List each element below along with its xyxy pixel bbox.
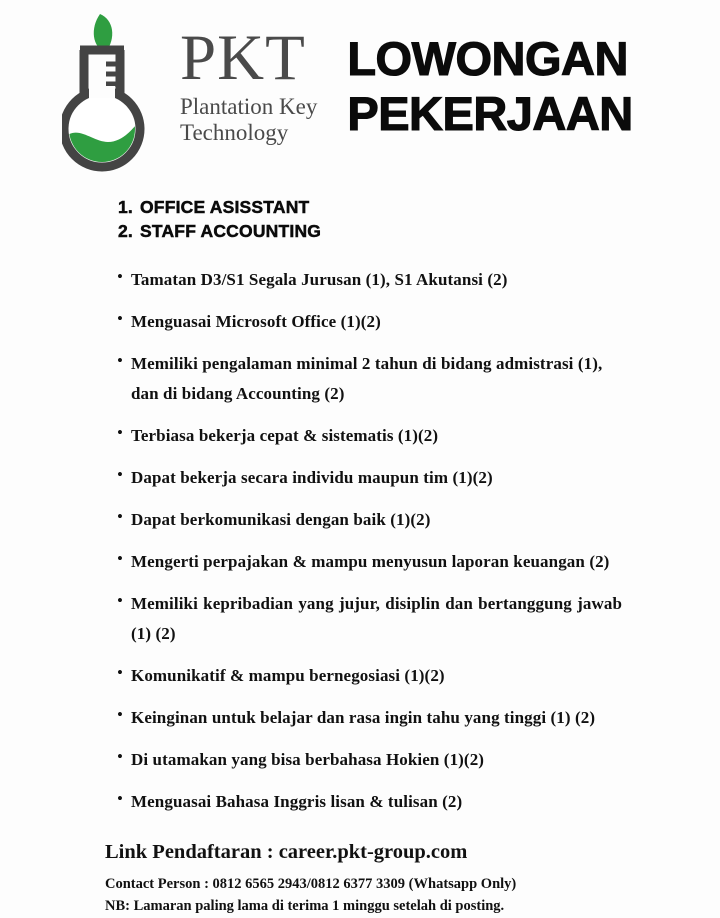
list-item xyxy=(117,421,622,451)
requirement-text: Memiliki pengalaman minimal 2 tahun di bidang admistrasi (1), dan di bidang Accounting (2) xyxy=(131,354,603,404)
list-item xyxy=(117,349,622,409)
positions-list xyxy=(118,195,720,243)
requirement-text: Keinginan untuk belajar dan rasa ingin tahu yang tinggi (1) (2) xyxy=(131,708,596,728)
list-item xyxy=(117,547,622,577)
requirement-text: Memiliki kepribadian yang jujur, disiplin dan bertanggung jawab (1) (2) xyxy=(131,594,622,644)
bullet-icon: • xyxy=(117,309,123,329)
brand-tagline-line1: Plantation Key xyxy=(180,93,318,119)
bullet-icon: • xyxy=(117,705,123,725)
poster-footer xyxy=(105,839,645,918)
position-item-2 xyxy=(118,219,720,243)
requirement-text: Dapat bekerja secara individu maupun tim (1)(2) xyxy=(131,468,493,488)
requirement-text: Menguasai Bahasa Inggris lisan & tulisan (2) xyxy=(131,792,463,812)
requirement-text: Mengerti perpajakan & mampu menyusun laporan keuangan (2) xyxy=(131,552,610,572)
bullet-icon: • xyxy=(117,423,123,443)
list-item xyxy=(117,265,622,295)
bullet-icon: • xyxy=(117,549,123,569)
brand-tagline xyxy=(180,94,317,146)
requirements-list xyxy=(117,265,622,817)
list-item xyxy=(117,703,622,733)
requirement-text: Dapat berkomunikasi dengan baik (1)(2) xyxy=(131,510,431,530)
requirement-text: Tamatan D3/S1 Segala Jurusan (1), S1 Akutansi (2) xyxy=(131,270,508,290)
requirement-text: Menguasai Microsoft Office (1)(2) xyxy=(131,312,381,332)
position-label: STAFF ACCOUNTING xyxy=(140,221,322,242)
position-item-1 xyxy=(118,195,720,219)
position-number: 1. xyxy=(118,197,133,217)
logo-wordmark xyxy=(172,12,317,145)
brand-tagline-line2: Technology xyxy=(180,119,289,145)
bullet-icon: • xyxy=(117,351,123,371)
bullet-icon: • xyxy=(117,663,123,683)
page-title-line1: LOWONGAN xyxy=(347,32,628,85)
list-item xyxy=(117,589,622,649)
contact-person: Contact Person : 0812 6565 2943/0812 6377 3309 (Whatsapp Only) xyxy=(105,875,517,892)
deadline-note: NB: Lamaran paling lama di terima 1 minggu setelah di posting. xyxy=(105,898,505,915)
requirement-text: Komunikatif & mampu bernegosiasi (1)(2) xyxy=(131,666,445,686)
poster-header xyxy=(0,0,720,185)
list-item xyxy=(117,787,622,817)
company-logo xyxy=(0,6,317,182)
requirement-text: Terbiasa bekerja cepat & sistematis (1)(2) xyxy=(131,426,439,446)
bullet-icon: • xyxy=(117,507,123,527)
brand-initials: PKT xyxy=(180,22,306,94)
position-label: OFFICE ASISSTANT xyxy=(140,197,310,217)
bullet-icon: • xyxy=(117,465,123,485)
position-number: 2. xyxy=(118,221,133,242)
list-item xyxy=(117,661,622,691)
bullet-icon: • xyxy=(117,591,123,611)
list-item xyxy=(117,745,622,775)
bullet-icon: • xyxy=(117,267,123,287)
flask-leaf-icon xyxy=(62,12,172,182)
list-item xyxy=(117,463,622,493)
list-item xyxy=(117,505,622,535)
page-title xyxy=(347,6,632,141)
bullet-icon: • xyxy=(117,789,123,809)
registration-link[interactable]: Link Pendaftaran : career.pkt-group.com xyxy=(105,841,468,864)
page-title-line2: PEKERJAAN xyxy=(347,86,633,140)
list-item xyxy=(117,307,622,337)
bullet-icon: • xyxy=(117,747,123,767)
requirement-text: Di utamakan yang bisa berbahasa Hokien (1)(2) xyxy=(131,750,485,770)
